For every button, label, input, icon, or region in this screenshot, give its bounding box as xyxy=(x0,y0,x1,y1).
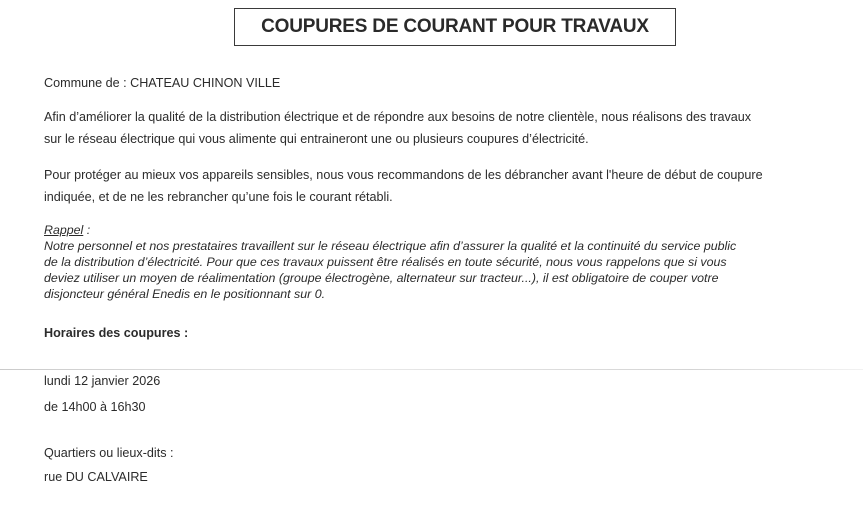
advice-line-2: indiquée, et de ne les rebrancher qu’une fois le courant rétabli. xyxy=(44,190,393,204)
commune-line: Commune de : CHATEAU CHINON VILLE xyxy=(44,76,281,90)
advice-line-1: Pour protéger au mieux vos appareils sensibles, nous vous recommandons de les débrancher avant l'heure de début de coupure xyxy=(44,168,763,182)
rappel-line-1: Notre personnel et nos prestataires travaillent sur le réseau électrique afin d’assurer la qualité et la continuité du service public xyxy=(44,239,737,253)
quartiers-value: rue DU CALVAIRE xyxy=(44,470,148,484)
intro-paragraph xyxy=(44,106,844,150)
outage-date: lundi 12 janvier 2026 xyxy=(44,374,161,388)
rappel-line-4: disjoncteur général Enedis en le positionnant sur 0. xyxy=(44,287,326,301)
rappel-line-2: de la distribution d’électricité. Pour que ces travaux puissent être réalisés en toute sécurité, nous vous rappelons que si vous xyxy=(44,255,727,269)
rappel-line-3: deviez utiliser un moyen de réalimentation (groupe électrogène, alternateur sur tracteur...), il est obligatoire de couper votre xyxy=(44,271,719,285)
rappel-heading xyxy=(44,222,844,238)
intro-line-1: Afin d’améliorer la qualité de la distribution électrique et de répondre aux besoins de notre clientèle, nous réalisons des travaux xyxy=(44,110,752,124)
rappel-block xyxy=(44,222,844,302)
quartiers-label: Quartiers ou lieux-dits : xyxy=(44,446,174,460)
rappel-suffix: : xyxy=(83,223,91,237)
horaires-title: Horaires des coupures : xyxy=(44,326,189,340)
intro-line-2: sur le réseau électrique qui vous alimente qui entraineront une ou plusieurs coupures d’électricité. xyxy=(44,132,589,146)
rappel-label: Rappel xyxy=(44,223,84,237)
page-title: COUPURES DE COURANT POUR TRAVAUX xyxy=(234,8,676,46)
advice-paragraph xyxy=(44,164,844,208)
outage-hours: de 14h00 à 16h30 xyxy=(44,400,146,414)
